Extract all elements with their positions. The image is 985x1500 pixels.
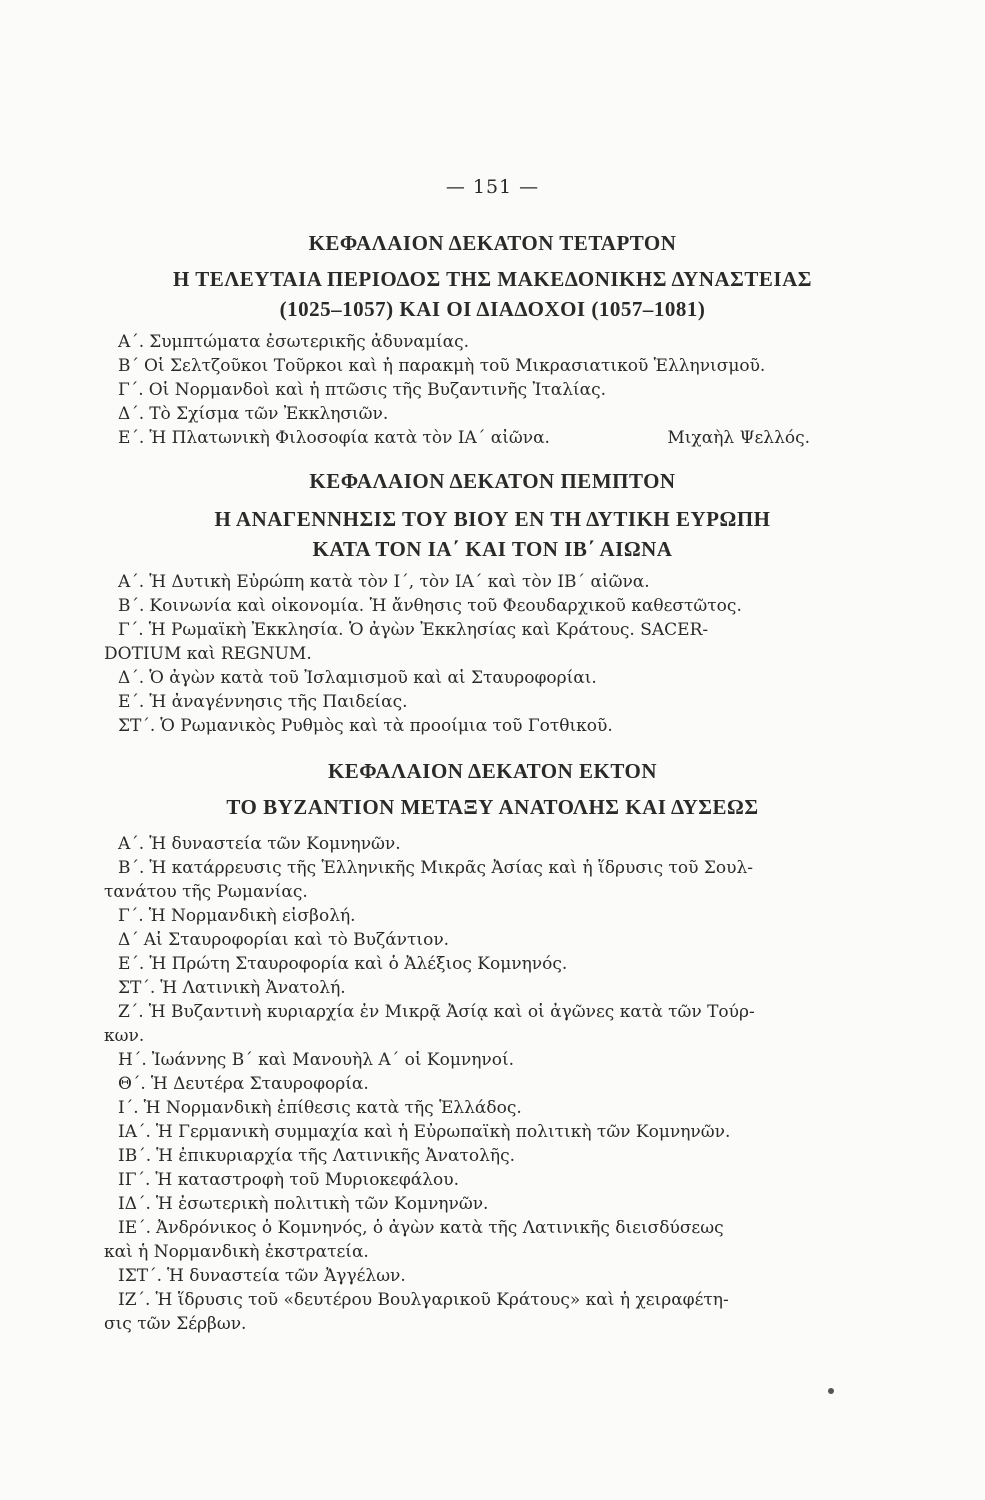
list-item: Α΄. Ἡ δυναστεία τῶν Κομνηνῶν. — [118, 834, 401, 854]
list-item: Δ΄. Ὁ ἀγὼν κατὰ τοῦ Ἰσλαμισμοῦ καὶ αἱ Σταυροφορίαι. — [118, 668, 597, 688]
chapter-16-subtitle: ΤΟ ΒΥΖΑΝΤΙΟΝ ΜΕΤΑΞΥ ΑΝΑΤΟΛΗΣ ΚΑΙ ΔΥΣΕΩΣ — [226, 795, 759, 819]
list-item: Ε΄. Ἡ Πρώτη Σταυροφορία καὶ ὁ Ἀλέξιος Κομνηνός. — [118, 954, 568, 974]
list-item: Θ΄. Ἡ Δευτέρα Σταυροφορία. — [118, 1074, 369, 1094]
chapter-14-subtitle: Η ΤΕΛΕΥΤΑΙΑ ΠΕΡΙΟΔΟΣ ΤΗΣ ΜΑΚΕΔΟΝΙΚΗΣ ΔΥΝΑΣΤΕΙΑΣ — [173, 267, 812, 291]
list-item: Α΄. Ἡ Δυτικὴ Εὐρώπη κατὰ τὸν Ι΄, τὸν ΙΑ΄ καὶ τὸν ΙΒ΄ αἰῶνα. — [118, 572, 650, 592]
chapter-14 — [0, 228, 985, 450]
ink-speck — [828, 1388, 834, 1394]
chapter-14-title: ΚΕΦΑΛΑΙΟΝ ΔΕΚΑΤΟΝ ΤΕΤΑΡΤΟΝ — [308, 231, 677, 255]
list-item: ΙΑ΄. Ἡ Γερμανικὴ συμμαχία καὶ ἡ Εὐρωπαϊκὴ πολιτικὴ τῶν Κομνηνῶν. — [118, 1122, 731, 1142]
chapter-15-title: ΚΕΦΑΛΑΙΟΝ ΔΕΚΑΤΟΝ ΠΕΜΠΤΟΝ — [309, 469, 676, 493]
list-item: ΣΤ΄. Ὁ Ρωμανικὸς Ρυθμὸς καὶ τὰ προοίμια τοῦ Γοτθικοῦ. — [118, 716, 613, 736]
list-item: Α΄. Συμπτώματα ἐσωτερικῆς ἀδυναμίας. — [118, 332, 470, 352]
chapter-14-dates: (1025–1057) ΚΑΙ ΟΙ ΔΙΑΔΟΧΟΙ (1057–1081) — [279, 297, 706, 321]
list-item: ΙΔ΄. Ἡ ἐσωτερικὴ πολιτικὴ τῶν Κομνηνῶν. — [118, 1194, 489, 1214]
list-item: ΙΓ΄. Ἡ καταστροφὴ τοῦ Μυριοκεφάλου. — [118, 1170, 459, 1190]
list-item: Γ΄. Ἡ Νορμανδικὴ εἰσβολή. — [118, 906, 356, 926]
chapter-15-subtitle: Η ΑΝΑΓΕΝΝΗΣΙΣ ΤΟΥ ΒΙΟΥ ΕΝ ΤΗ ΔΥΤΙΚΗ ΕΥΡΩΠΗ — [214, 507, 771, 531]
list-item-continuation: σις τῶν Σέρβων. — [104, 1314, 247, 1334]
list-item: Ε΄. Ἡ Πλατωνικὴ Φιλοσοφία κατὰ τὸν ΙΑ΄ αἰῶνα. Μιχαὴλ Ψελλός. — [118, 428, 810, 448]
list-item: ΙΒ΄. Ἡ ἐπικυριαρχία τῆς Λατινικῆς Ἀνατολῆς. — [118, 1146, 515, 1166]
list-item-continuation: καὶ ἡ Νορμανδικὴ ἐκστρατεία. — [104, 1242, 369, 1262]
list-item: ΙΖ΄. Ἡ ἵδρυσις τοῦ «δευτέρου Βουλγαρικοῦ Κράτους» καὶ ἡ χειραφέτη- — [118, 1290, 729, 1310]
list-item: Η΄. Ἰωάννης Β΄ καὶ Μανουὴλ Α΄ οἱ Κομνηνοί. — [118, 1050, 515, 1070]
list-item-continuation: κων. — [104, 1026, 145, 1046]
list-item: Γ΄. Οἱ Νορμανδοὶ καὶ ἡ πτῶσις τῆς Βυζαντινῆς Ἰταλίας. — [118, 380, 607, 400]
chapter-16 — [0, 756, 985, 1336]
list-item: Δ΄ Αἱ Σταυροφορίαι καὶ τὸ Βυζάντιον. — [118, 930, 450, 950]
list-item: ΙΣΤ΄. Ἡ δυναστεία τῶν Ἀγγέλων. — [118, 1266, 406, 1286]
chapter-15-items — [0, 570, 985, 738]
list-item: Δ΄. Τὸ Σχίσμα τῶν Ἐκκλησιῶν. — [118, 404, 389, 424]
chapter-14-items — [0, 330, 985, 450]
chapter-15 — [0, 466, 985, 738]
list-item: Ε΄. Ἡ ἀναγέννησις τῆς Παιδείας. — [118, 692, 408, 712]
list-item: Β΄. Κοινωνία καὶ οἰκονομία. Ἡ ἄνθησις τοῦ Φεουδαρχικοῦ καθεστῶτος. — [118, 596, 742, 616]
list-item-continuation: τανάτου τῆς Ρωμανίας. — [104, 882, 308, 902]
page-number: — 151 — — [445, 176, 540, 198]
chapter-16-title: ΚΕΦΑΛΑΙΟΝ ΔΕΚΑΤΟΝ ΕΚΤΟΝ — [327, 759, 658, 783]
chapter-16-items — [0, 832, 985, 1336]
list-item: Ι΄. Ἡ Νορμανδικὴ ἐπίθεσις κατὰ τῆς Ἑλλάδος. — [118, 1098, 522, 1118]
list-item: Β΄. Ἡ κατάρρευσις τῆς Ἑλληνικῆς Μικρᾶς Ἀσίας καὶ ἡ ἵδρυσις τοῦ Σουλ- — [118, 858, 753, 878]
list-item: Γ΄. Ἡ Ρωμαϊκὴ Ἐκκλησία. Ὁ ἀγὼν Ἐκκλησίας καὶ Κράτους. SACER- — [118, 620, 709, 640]
chapter-15-period: ΚΑΤΑ ΤΟΝ ΙΑ΄ ΚΑΙ ΤΟΝ ΙΒ΄ ΑΙΩΝΑ — [312, 537, 673, 561]
list-item: Β΄ Οἱ Σελτζοῦκοι Τοῦρκοι καὶ ἡ παρακμὴ τοῦ Μικρασιατικοῦ Ἑλληνισμοῦ. — [118, 356, 766, 376]
list-item: ΙΕ΄. Ἀνδρόνικος ὁ Κομνηνός, ὁ ἀγὼν κατὰ τῆς Λατινικῆς διεισδύσεως — [118, 1218, 724, 1238]
author-name: Μιχαὴλ Ψελλός. — [667, 428, 810, 448]
list-item-continuation: DOTIUM καὶ REGNUM. — [104, 644, 312, 664]
list-item: Ζ΄. Ἡ Βυζαντινὴ κυριαρχία ἐν Μικρᾷ Ἀσίᾳ καὶ οἱ ἀγῶνες κατὰ τῶν Τούρ- — [118, 1002, 755, 1022]
list-item: ΣΤ΄. Ἡ Λατινικὴ Ἀνατολή. — [118, 978, 346, 998]
